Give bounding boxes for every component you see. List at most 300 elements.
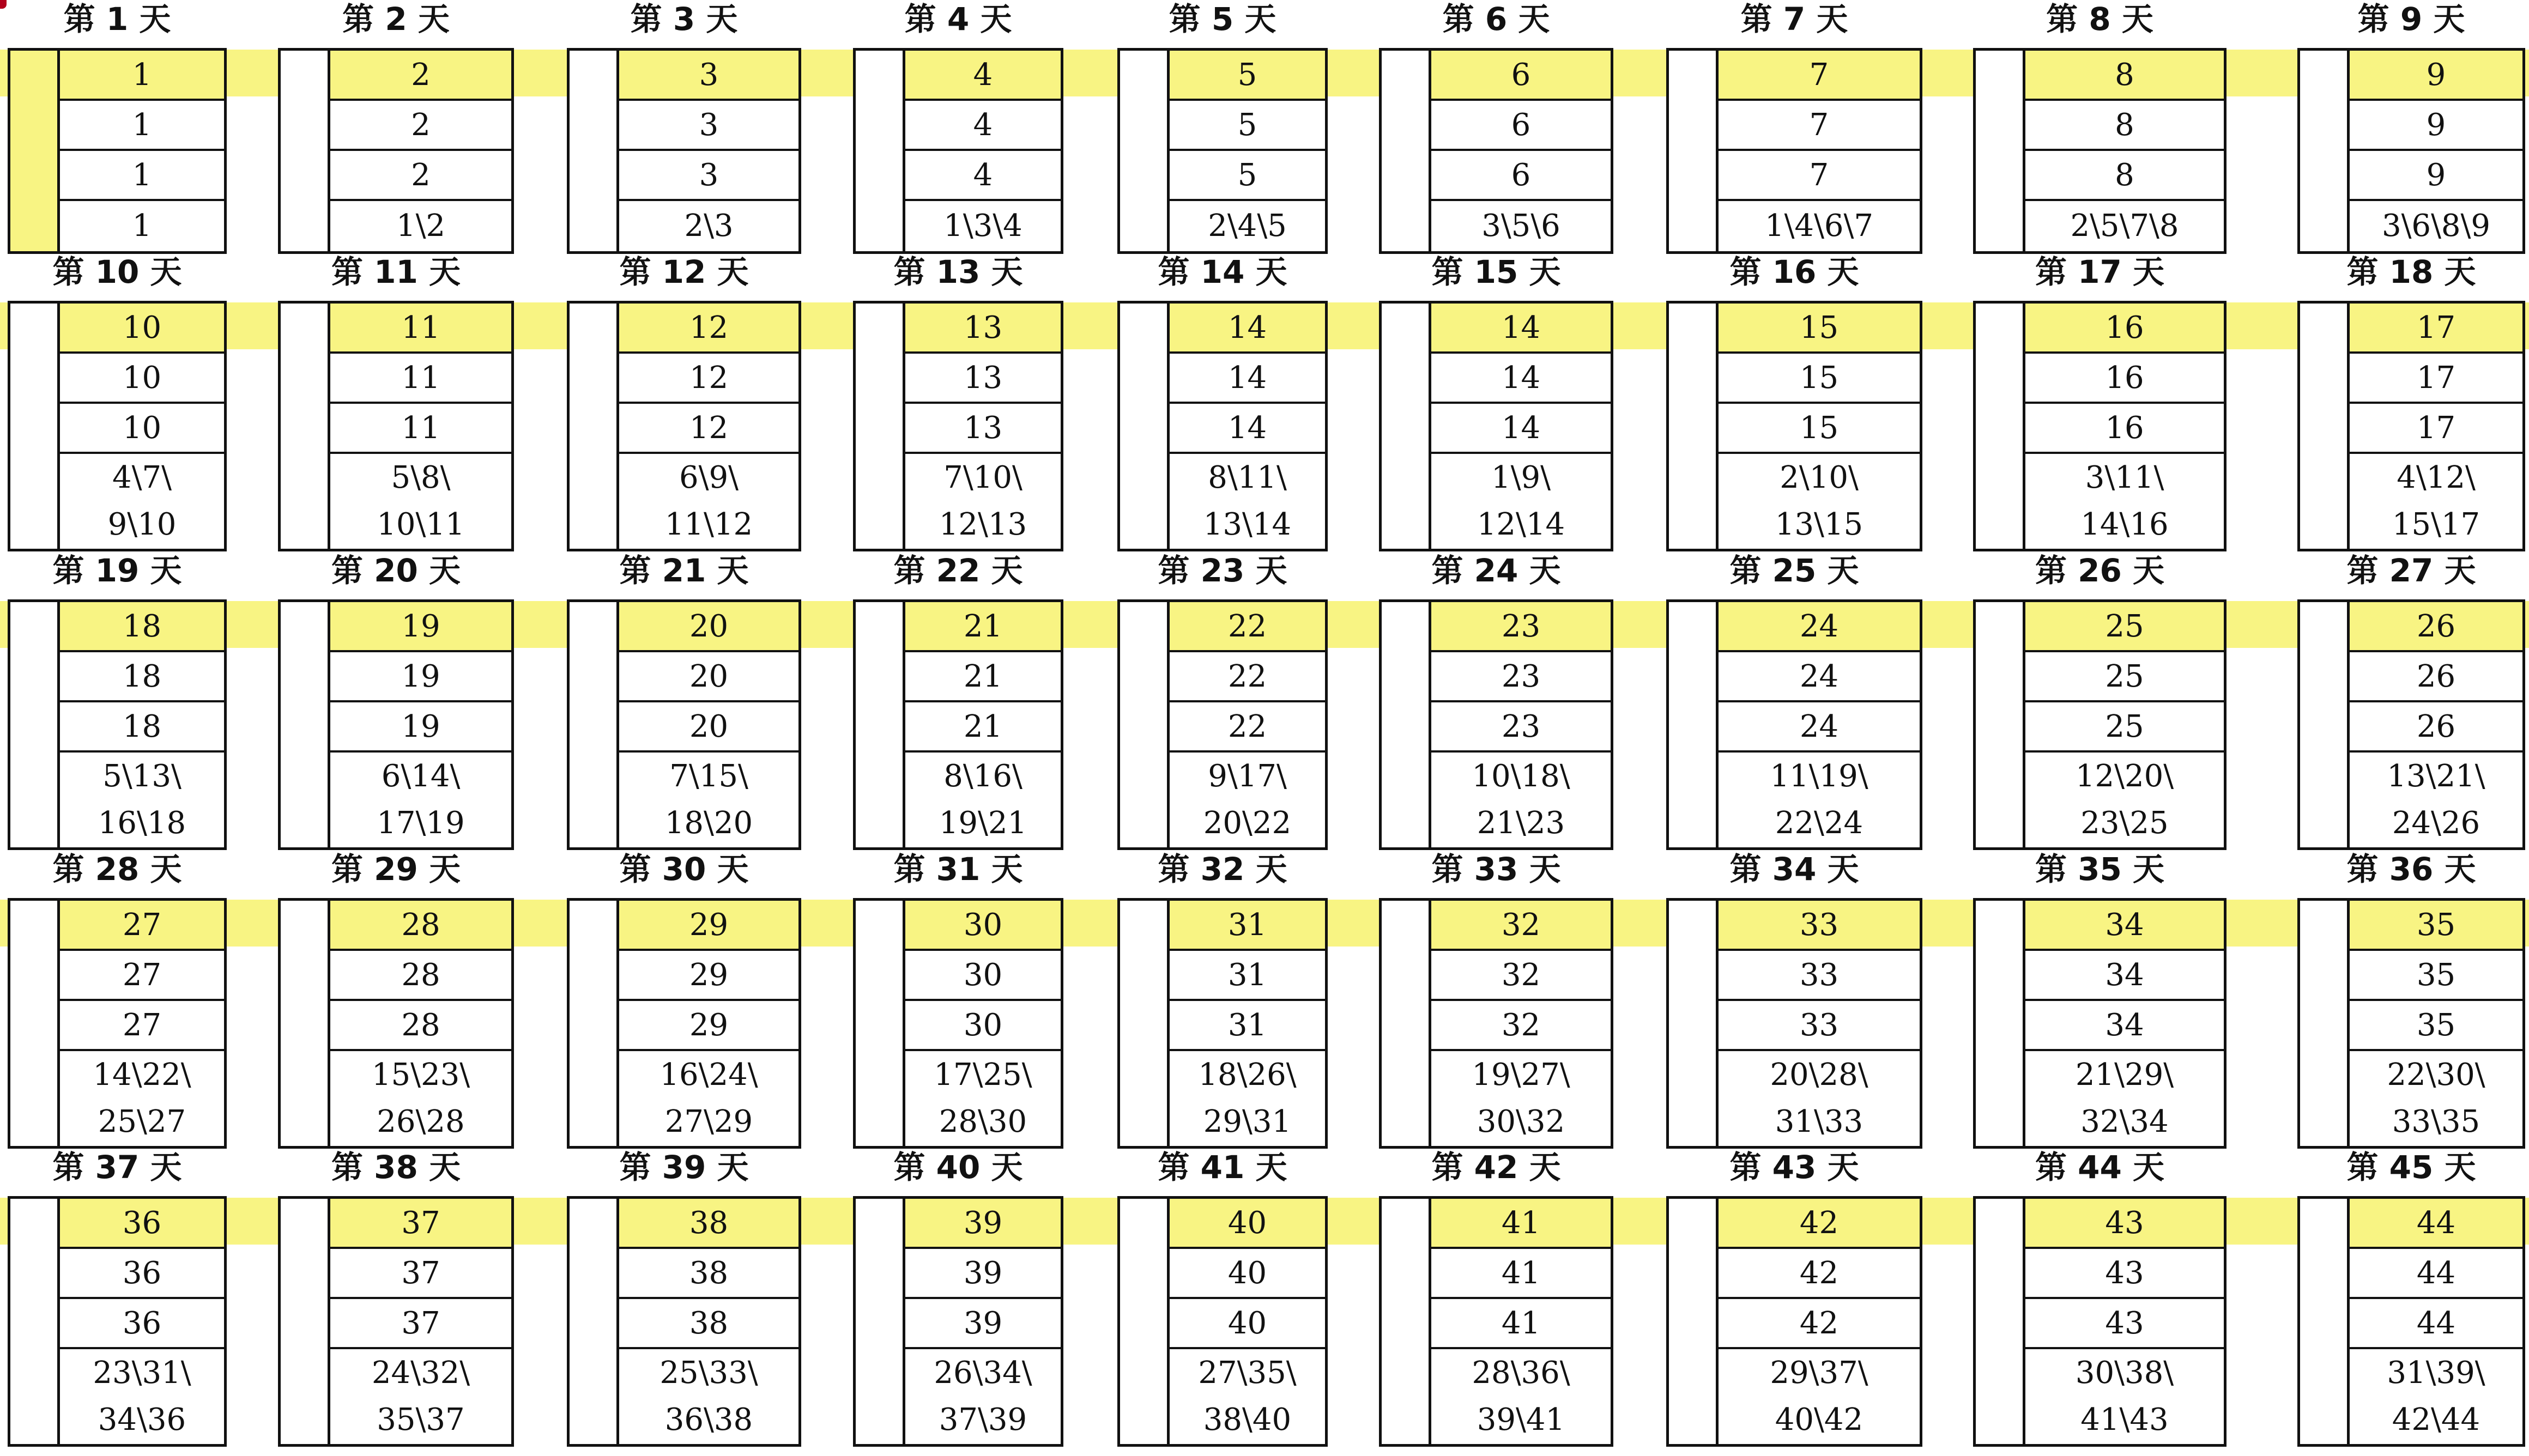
day-label: 第 8 天 [2046, 1, 2153, 38]
value-cell: 23 [1431, 702, 1611, 753]
highlight-cell: 5 [1170, 51, 1325, 101]
side-strip [1669, 602, 1719, 847]
review-cell [1431, 753, 1611, 847]
review-line: 10\11 [377, 507, 465, 542]
review-line: 27\29 [664, 1104, 753, 1139]
review-line: 28\30 [939, 1104, 1027, 1139]
review-cell [1431, 201, 1611, 251]
day-block [2297, 552, 2525, 850]
cell-column [905, 51, 1061, 251]
cell-column [1719, 602, 1920, 847]
side-strip [10, 304, 60, 549]
review-line: 2\5\7\8 [2070, 208, 2179, 244]
cell-column [2350, 602, 2522, 847]
review-line: 29\37\ [1770, 1355, 1868, 1391]
review-cell [2350, 1349, 2522, 1444]
value-cell: 25 [2025, 652, 2224, 702]
review-line: 18\20 [664, 805, 753, 841]
review-line: 3\6\8\9 [2381, 208, 2491, 244]
review-line: 24\32\ [371, 1355, 470, 1391]
value-cell: 10 [60, 404, 224, 454]
review-cell [1719, 753, 1920, 847]
day-table [567, 48, 801, 254]
review-cell [619, 753, 798, 847]
review-cell [619, 454, 798, 549]
review-line: 33\35 [2392, 1104, 2480, 1139]
review-cell [1431, 454, 1611, 549]
day-label: 第 43 天 [1729, 1149, 1859, 1186]
value-cell: 35 [2350, 1001, 2522, 1051]
side-strip [1120, 602, 1170, 847]
highlight-cell: 31 [1170, 901, 1325, 951]
day-block [278, 851, 514, 1149]
cell-column [1431, 304, 1611, 549]
value-cell: 25 [2025, 702, 2224, 753]
day-table [1379, 48, 1613, 254]
review-line: 21\29\ [2075, 1057, 2174, 1093]
review-cell [2350, 753, 2522, 847]
day-block [853, 851, 1063, 1149]
review-cell [1719, 454, 1920, 549]
day-block [1117, 1149, 1328, 1447]
highlight-cell: 4 [905, 51, 1061, 101]
value-cell: 30 [905, 951, 1061, 1001]
day-table [1117, 48, 1328, 254]
side-strip [281, 1199, 330, 1444]
day-table [567, 301, 801, 551]
value-cell: 34 [2025, 951, 2224, 1001]
value-cell: 1 [60, 151, 224, 201]
day-label: 第 23 天 [1158, 552, 1287, 589]
review-line: 37\39 [939, 1402, 1027, 1437]
review-line: 15\23\ [371, 1057, 470, 1093]
side-strip [1382, 51, 1431, 251]
cell-column [619, 901, 798, 1146]
day-label: 第 30 天 [619, 851, 749, 888]
side-strip [1976, 602, 2025, 847]
value-cell: 10 [60, 354, 224, 404]
day-label: 第 31 天 [893, 851, 1023, 888]
day-table [853, 599, 1063, 850]
day-block [1666, 1149, 1922, 1447]
review-line: 1 [132, 208, 152, 244]
side-strip [281, 901, 330, 1146]
review-line: 25\27 [98, 1104, 186, 1139]
highlight-cell: 25 [2025, 602, 2224, 652]
review-cell [619, 1349, 798, 1444]
value-cell: 33 [1719, 951, 1920, 1001]
day-block [2297, 1149, 2525, 1447]
review-line: 42\44 [2392, 1402, 2480, 1437]
side-strip [1382, 1199, 1431, 1444]
value-cell: 44 [2350, 1249, 2522, 1299]
day-table [8, 48, 227, 254]
review-line: 1\3\4 [943, 208, 1023, 244]
day-table [278, 48, 514, 254]
review-cell [905, 454, 1061, 549]
review-cell [2350, 454, 2522, 549]
review-line: 14\22\ [93, 1057, 191, 1093]
day-block [1973, 1, 2227, 254]
review-line: 3\11\ [2085, 460, 2164, 495]
cell-column [619, 1199, 798, 1444]
day-block [1379, 552, 1613, 850]
review-line: 30\32 [1477, 1104, 1565, 1139]
review-line: 13\14 [1203, 507, 1292, 542]
day-label: 第 32 天 [1158, 851, 1287, 888]
review-line: 31\39\ [2387, 1355, 2485, 1391]
highlight-cell: 3 [619, 51, 798, 101]
day-table [1666, 301, 1922, 551]
cell-column [1170, 901, 1325, 1146]
value-cell: 13 [905, 354, 1061, 404]
value-cell: 24 [1719, 652, 1920, 702]
review-line: 13\15 [1775, 507, 1864, 542]
review-line: 38\40 [1203, 1402, 1292, 1437]
review-line: 40\42 [1775, 1402, 1864, 1437]
value-cell: 24 [1719, 702, 1920, 753]
day-table [1973, 599, 2227, 850]
day-table [1666, 1196, 1922, 1447]
review-line: 30\38\ [2075, 1355, 2174, 1391]
day-table [1973, 898, 2227, 1149]
review-line: 2\4\5 [1208, 208, 1287, 244]
day-block [1973, 552, 2227, 850]
day-label: 第 34 天 [1729, 851, 1859, 888]
day-block [8, 1, 227, 254]
day-block [278, 1, 514, 254]
value-cell: 12 [619, 404, 798, 454]
cell-column [2025, 901, 2224, 1146]
value-cell: 39 [905, 1249, 1061, 1299]
review-cell [905, 1349, 1061, 1444]
value-cell: 14 [1431, 404, 1611, 454]
review-line: 23\31\ [93, 1355, 191, 1391]
value-cell: 30 [905, 1001, 1061, 1051]
review-line: 36\38 [664, 1402, 753, 1437]
highlight-cell: 30 [905, 901, 1061, 951]
day-block [1117, 1, 1328, 254]
day-block [853, 1, 1063, 254]
day-block [8, 851, 227, 1149]
highlight-cell: 24 [1719, 602, 1920, 652]
highlight-cell: 36 [60, 1199, 224, 1249]
value-cell: 16 [2025, 404, 2224, 454]
value-cell: 38 [619, 1299, 798, 1349]
value-cell: 6 [1431, 101, 1611, 151]
review-cell [1431, 1051, 1611, 1146]
value-cell: 26 [2350, 702, 2522, 753]
highlight-cell: 22 [1170, 602, 1325, 652]
day-label: 第 37 天 [52, 1149, 182, 1186]
day-table [853, 301, 1063, 551]
side-strip [1120, 1199, 1170, 1444]
value-cell: 7 [1719, 151, 1920, 201]
review-cell [330, 1349, 511, 1444]
review-cell [1719, 1349, 1920, 1444]
cell-column [60, 51, 224, 251]
side-strip [1120, 51, 1170, 251]
day-block [278, 1149, 514, 1447]
value-cell: 6 [1431, 151, 1611, 201]
day-table [853, 1196, 1063, 1447]
value-cell: 1 [60, 101, 224, 151]
day-label: 第 10 天 [52, 253, 182, 290]
review-cell [1170, 454, 1325, 549]
review-line: 4\7\ [112, 460, 172, 495]
day-table [278, 1196, 514, 1447]
side-strip [1669, 1199, 1719, 1444]
day-table [278, 898, 514, 1149]
value-cell: 11 [330, 354, 511, 404]
cell-column [619, 602, 798, 847]
day-table [567, 898, 801, 1149]
highlight-cell: 42 [1719, 1199, 1920, 1249]
cell-column [1719, 51, 1920, 251]
review-cell [1170, 201, 1325, 251]
value-cell: 3 [619, 151, 798, 201]
day-label: 第 9 天 [2357, 1, 2465, 38]
value-cell: 41 [1431, 1299, 1611, 1349]
cell-column [60, 1199, 224, 1444]
review-line: 3\5\6 [1481, 208, 1560, 244]
day-table [8, 898, 227, 1149]
side-strip [10, 51, 60, 251]
cell-column [1719, 1199, 1920, 1444]
review-line: 35\37 [377, 1402, 465, 1437]
day-table [2297, 1196, 2525, 1447]
side-strip [570, 51, 619, 251]
day-table [853, 48, 1063, 254]
review-line: 27\35\ [1198, 1355, 1297, 1391]
highlight-cell: 29 [619, 901, 798, 951]
review-line: 31\33 [1775, 1104, 1864, 1139]
review-line: 41\43 [2080, 1402, 2169, 1437]
cell-column [619, 304, 798, 549]
value-cell: 35 [2350, 951, 2522, 1001]
value-cell: 22 [1170, 652, 1325, 702]
value-cell: 5 [1170, 101, 1325, 151]
cell-column [1170, 1199, 1325, 1444]
cell-column [1431, 901, 1611, 1146]
day-label: 第 1 天 [63, 1, 171, 38]
review-line: 24\26 [2392, 805, 2480, 841]
day-label: 第 41 天 [1158, 1149, 1287, 1186]
cell-column [330, 51, 511, 251]
day-block [1666, 1, 1922, 254]
day-block [278, 552, 514, 850]
review-line: 12\14 [1477, 507, 1565, 542]
cell-column [60, 901, 224, 1146]
highlight-cell: 37 [330, 1199, 511, 1249]
highlight-cell: 18 [60, 602, 224, 652]
highlight-cell: 40 [1170, 1199, 1325, 1249]
review-cell [1170, 1349, 1325, 1444]
review-cell [905, 201, 1061, 251]
day-label: 第 20 天 [331, 552, 461, 589]
day-label: 第 7 天 [1740, 1, 1848, 38]
day-block [567, 1, 801, 254]
day-block [2297, 851, 2525, 1149]
review-cell [2350, 1051, 2522, 1146]
review-line: 19\27\ [1472, 1057, 1570, 1093]
day-label: 第 12 天 [619, 253, 749, 290]
side-strip [1382, 901, 1431, 1146]
side-strip [1382, 304, 1431, 549]
review-line: 19\21 [939, 805, 1027, 841]
cell-column [2025, 51, 2224, 251]
day-table [1666, 599, 1922, 850]
side-strip [1976, 304, 2025, 549]
value-cell: 44 [2350, 1299, 2522, 1349]
day-block [1973, 851, 2227, 1149]
day-table [1973, 1196, 2227, 1447]
cell-column [330, 1199, 511, 1444]
day-label: 第 19 天 [52, 552, 182, 589]
day-label: 第 5 天 [1169, 1, 1276, 38]
highlight-cell: 33 [1719, 901, 1920, 951]
side-strip [10, 602, 60, 847]
day-label: 第 4 天 [904, 1, 1012, 38]
value-cell: 38 [619, 1249, 798, 1299]
review-line: 16\18 [98, 805, 186, 841]
highlight-cell: 12 [619, 304, 798, 354]
review-line: 5\13\ [102, 759, 181, 794]
review-cell [330, 753, 511, 847]
side-strip [281, 304, 330, 549]
value-cell: 23 [1431, 652, 1611, 702]
side-strip [570, 602, 619, 847]
day-label: 第 24 天 [1431, 552, 1561, 589]
day-table [1973, 301, 2227, 551]
day-table [1117, 301, 1328, 551]
value-cell: 13 [905, 404, 1061, 454]
side-strip [1120, 901, 1170, 1146]
day-label: 第 26 天 [2035, 552, 2165, 589]
review-cell [60, 201, 224, 251]
review-line: 14\16 [2080, 507, 2169, 542]
day-block [853, 1149, 1063, 1447]
day-label: 第 28 天 [52, 851, 182, 888]
day-table [1379, 898, 1613, 1149]
side-strip [281, 602, 330, 847]
day-block [8, 1149, 227, 1447]
day-table [1117, 599, 1328, 850]
value-cell: 29 [619, 1001, 798, 1051]
value-cell: 21 [905, 702, 1061, 753]
day-block [1117, 253, 1328, 551]
review-cell [1719, 1051, 1920, 1146]
review-cell [905, 1051, 1061, 1146]
value-cell: 20 [619, 702, 798, 753]
value-cell: 18 [60, 702, 224, 753]
review-line: 1\4\6\7 [1764, 208, 1874, 244]
value-cell: 37 [330, 1249, 511, 1299]
value-cell: 14 [1431, 354, 1611, 404]
cell-column [2025, 304, 2224, 549]
day-block [1117, 851, 1328, 1149]
cell-column [619, 51, 798, 251]
day-table [1666, 48, 1922, 254]
day-label: 第 16 天 [1729, 253, 1859, 290]
review-line: 26\34\ [934, 1355, 1032, 1391]
day-block [1117, 552, 1328, 850]
value-cell: 18 [60, 652, 224, 702]
day-label: 第 14 天 [1158, 253, 1287, 290]
review-line: 21\23 [1477, 805, 1565, 841]
review-line: 17\25\ [934, 1057, 1032, 1093]
highlight-cell: 39 [905, 1199, 1061, 1249]
review-line: 5\8\ [391, 460, 451, 495]
review-line: 7\10\ [943, 460, 1023, 495]
review-line: 1\9\ [1491, 460, 1551, 495]
cell-column [905, 901, 1061, 1146]
review-line: 9\17\ [1208, 759, 1287, 794]
cell-column [1719, 304, 1920, 549]
highlight-cell: 9 [2350, 51, 2522, 101]
highlight-cell: 43 [2025, 1199, 2224, 1249]
highlight-cell: 7 [1719, 51, 1920, 101]
cell-column [2025, 602, 2224, 847]
day-block [853, 552, 1063, 850]
review-cell [60, 1051, 224, 1146]
cell-column [2350, 1199, 2522, 1444]
review-line: 10\18\ [1472, 759, 1570, 794]
value-cell: 2 [330, 101, 511, 151]
review-line: 22\30\ [2387, 1057, 2485, 1093]
review-line: 12\13 [939, 507, 1027, 542]
day-table [1666, 898, 1922, 1149]
value-cell: 11 [330, 404, 511, 454]
value-cell: 32 [1431, 951, 1611, 1001]
review-cell [60, 454, 224, 549]
day-label: 第 25 天 [1729, 552, 1859, 589]
day-table [1117, 1196, 1328, 1447]
value-cell: 12 [619, 354, 798, 404]
cell-column [1170, 51, 1325, 251]
day-table [853, 898, 1063, 1149]
review-line: 11\12 [664, 507, 753, 542]
value-cell: 4 [905, 151, 1061, 201]
highlight-cell: 20 [619, 602, 798, 652]
value-cell: 42 [1719, 1249, 1920, 1299]
side-strip [1976, 51, 2025, 251]
value-cell: 8 [2025, 101, 2224, 151]
day-label: 第 17 天 [2035, 253, 2165, 290]
value-cell: 9 [2350, 151, 2522, 201]
day-label: 第 35 天 [2035, 851, 2165, 888]
value-cell: 19 [330, 702, 511, 753]
value-cell: 14 [1170, 404, 1325, 454]
day-block [1379, 253, 1613, 551]
day-block [2297, 1, 2525, 254]
review-line: 17\19 [377, 805, 465, 841]
review-line: 32\34 [2080, 1104, 2169, 1139]
value-cell: 2 [330, 151, 511, 201]
side-strip [1976, 901, 2025, 1146]
day-label: 第 40 天 [893, 1149, 1023, 1186]
day-label: 第 13 天 [893, 253, 1023, 290]
day-table [8, 599, 227, 850]
side-strip [1976, 1199, 2025, 1444]
value-cell: 15 [1719, 404, 1920, 454]
review-line: 1\2 [396, 208, 446, 244]
highlight-cell: 10 [60, 304, 224, 354]
highlight-cell: 2 [330, 51, 511, 101]
value-cell: 43 [2025, 1249, 2224, 1299]
review-line: 15\17 [2392, 507, 2480, 542]
value-cell: 29 [619, 951, 798, 1001]
